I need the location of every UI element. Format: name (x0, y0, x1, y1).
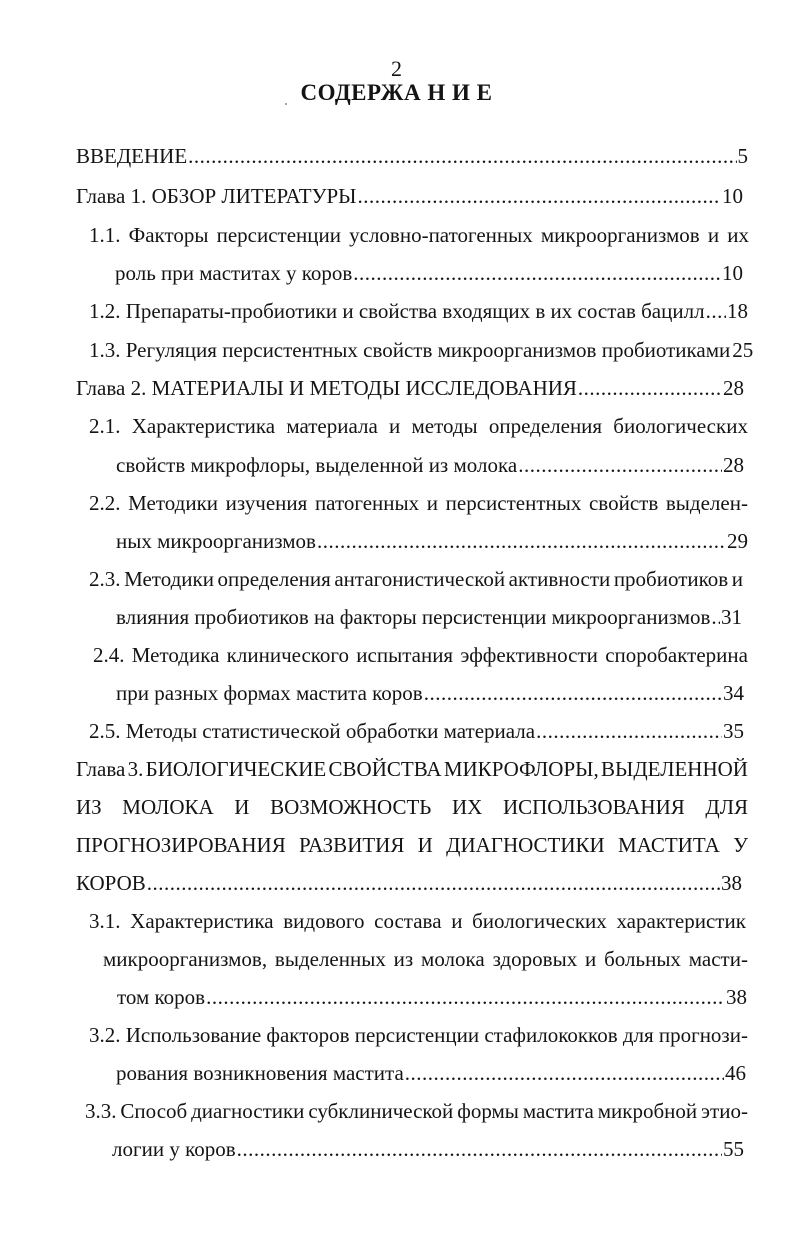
toc-word: материала (286, 414, 378, 438)
toc-word: СВОЙСТВА (328, 757, 442, 781)
toc-page-number: 29 (727, 529, 748, 553)
toc-label: 2.5. Методы статистической обработки материала (89, 719, 536, 743)
toc-word: патогенных (314, 491, 420, 515)
toc-word: молока (421, 947, 485, 971)
toc-word: Характеристика (131, 414, 276, 438)
toc-word: ВЫДЕЛЕННОЙ (601, 757, 748, 781)
toc-label: рования возникновения мастита (116, 1061, 404, 1085)
toc-word: РАЗВИТИЯ (299, 833, 405, 857)
toc-label: ВВЕДЕНИЕ (76, 144, 188, 168)
toc-page-number: 5 (737, 144, 748, 168)
toc-entry-1-1-line-1 (89, 225, 749, 246)
toc-entry-3-3-line-2 (112, 1139, 744, 1160)
toc-entry-2-2-line-2 (116, 531, 748, 552)
toc-word: видового (283, 909, 365, 933)
toc-word: методы (411, 414, 478, 438)
toc-word: ИХ (451, 795, 483, 819)
toc-word: БИОЛОГИЧЕСКИЕ (145, 757, 327, 781)
toc-word: пробиотиков (613, 567, 729, 591)
toc-page-number: 28 (723, 453, 744, 477)
toc-word: 1.1. (89, 223, 121, 247)
toc-label: роль при маститах у коров (115, 261, 353, 285)
toc-label: логии у коров (112, 1137, 236, 1161)
toc-label: том коров (117, 985, 206, 1009)
toc-entry-chapter-3-line-3 (76, 835, 748, 856)
toc-entry-2-3-line-1 (89, 569, 743, 590)
toc-word: условно-патогенных (349, 223, 533, 247)
toc-word: И (234, 795, 250, 819)
toc-word: 3.2. (89, 1023, 121, 1047)
toc-word: стафилококков (484, 1023, 618, 1047)
toc-word: У (733, 833, 748, 857)
toc-label: 1.2. Препараты-пробиотики и свойства входящих в их состав бацилл (89, 299, 705, 323)
toc-word: 3.3. (85, 1099, 117, 1123)
toc-word: 2.2. (89, 491, 121, 515)
toc-page-number: 38 (726, 985, 747, 1009)
toc-page-number: 25 (732, 338, 754, 362)
toc-word: споробактерина (605, 643, 748, 667)
toc-word: и (707, 223, 720, 247)
toc-entry-chapter-3-line-1 (76, 759, 748, 780)
toc-word: и (585, 947, 597, 971)
dot-leader (188, 146, 736, 167)
toc-label: КОРОВ (76, 871, 146, 895)
toc-word: 2.3. (89, 567, 121, 591)
dot-leader (536, 721, 722, 742)
toc-entry-2-4-line-1 (93, 645, 748, 666)
toc-entry-2-1-line-2 (116, 455, 744, 476)
toc-word: мастита (522, 1099, 594, 1123)
dot-leader (706, 301, 726, 322)
toc-label: 1.3. Регуляция персистентных свойств микроорганизмов пробиотиками (89, 338, 731, 362)
toc-word: формы (457, 1099, 519, 1123)
toc-word: ПРОГНОЗИРОВАНИЯ (76, 833, 286, 857)
toc-entry-3-1-line-3 (117, 987, 747, 1008)
dot-leader (405, 1063, 724, 1084)
toc-label: ных микроорганизмов (116, 529, 316, 553)
toc-word: ИЗ (76, 795, 102, 819)
toc-entry-2-1-line-1 (89, 416, 748, 437)
toc-entry-introduction (76, 146, 748, 167)
toc-word: ДЛЯ (705, 795, 748, 819)
dot-leader (578, 378, 722, 399)
toc-entry-chapter-2 (76, 378, 744, 399)
toc-entry-3-1-line-1 (89, 911, 746, 932)
toc-word: ДИАГНОСТИКИ (446, 833, 605, 857)
toc-word: изучения (225, 491, 308, 515)
toc-word: характеристик (616, 909, 746, 933)
toc-word: персистентных (445, 491, 582, 515)
toc-word: МИКРОФЛОРЫ, (443, 757, 599, 781)
toc-word: антагонистической (334, 567, 506, 591)
toc-page-number: 31 (721, 605, 742, 629)
dot-leader (424, 683, 722, 704)
toc-word: активности (508, 567, 611, 591)
toc-word: и (389, 414, 401, 438)
toc-word: испытания (356, 643, 454, 667)
toc-word: масти- (688, 947, 748, 971)
toc-entry-3-3-line-1 (85, 1101, 748, 1122)
toc-word: персистенции (354, 1023, 480, 1047)
toc-word: ИСПОЛЬЗОВАНИЯ (502, 795, 685, 819)
toc-word: больных (604, 947, 681, 971)
dot-leader (206, 987, 725, 1008)
dot-leader (711, 607, 720, 628)
toc-word: персистенции (216, 223, 341, 247)
toc-word: микроорганизмов (540, 223, 700, 247)
toc-entry-1-2 (89, 301, 748, 322)
toc-word: свойств (588, 491, 659, 515)
toc-word: ВОЗМОЖНОСТЬ (270, 795, 432, 819)
toc-entry-1-3 (89, 338, 754, 362)
toc-word: из (393, 947, 414, 971)
toc-word: диагностики (191, 1099, 305, 1123)
toc-word: Методики (124, 567, 214, 591)
dot-leader (357, 186, 721, 207)
toc-entry-chapter-1 (76, 186, 743, 207)
toc-page-number: 46 (725, 1061, 746, 1085)
toc-word: факторов (266, 1023, 350, 1047)
toc-word: 3. (127, 757, 144, 781)
toc-page-number: 18 (727, 299, 748, 323)
page-title: СОДЕРЖА Н И Е (300, 80, 493, 105)
toc-word: МОЛОКА (122, 795, 214, 819)
toc-word: МАСТИТА (618, 833, 720, 857)
toc-word: биологических (472, 909, 607, 933)
toc-word: Методики (128, 491, 219, 515)
toc-word: и (731, 567, 743, 591)
toc-entry-3-2-line-2 (116, 1063, 746, 1084)
toc-word: для (622, 1023, 654, 1047)
toc-word: Методика (131, 643, 220, 667)
toc-word: 2.4. (93, 643, 125, 667)
toc-word: здоровых (492, 947, 578, 971)
toc-page-number: 28 (723, 376, 744, 400)
dot-leader (237, 1139, 722, 1160)
toc-word: 3.1. (89, 909, 121, 933)
toc-page-number: 10 (722, 261, 743, 285)
toc-word: И (417, 833, 433, 857)
toc-word: Характеристика (130, 909, 274, 933)
toc-word: состава (374, 909, 442, 933)
toc-word: 2.1. (89, 414, 121, 438)
toc-word: субклинической (308, 1099, 454, 1123)
toc-word: эффективности (460, 643, 598, 667)
toc-word: микробной (597, 1099, 698, 1123)
toc-word: и (451, 909, 463, 933)
toc-word: Глава (76, 757, 126, 781)
page-number: 2 (391, 56, 402, 81)
toc-word: их (727, 223, 749, 247)
toc-word: микроорганизмов, (103, 947, 268, 971)
toc-label: Глава 1. ОБЗОР ЛИТЕРАТУРЫ (76, 184, 357, 208)
toc-word: биологических (613, 414, 748, 438)
toc-entry-2-4-line-2 (116, 683, 744, 704)
toc-entry-3-2-line-1 (89, 1025, 748, 1046)
dot-leader (317, 531, 726, 552)
toc-entry-2-5 (89, 721, 744, 742)
toc-entry-1-1-line-2 (115, 263, 743, 284)
toc-page-number: 10 (722, 184, 743, 208)
toc-word: выделен- (665, 491, 748, 515)
toc-entry-chapter-3-line-2 (76, 797, 748, 818)
toc-word: Способ (120, 1099, 188, 1123)
toc-word: клинического (226, 643, 350, 667)
dot-leader (353, 263, 721, 284)
toc-entry-2-2-line-1 (89, 493, 748, 514)
dot-leader (518, 455, 722, 476)
toc-label: Глава 2. МАТЕРИАЛЫ И МЕТОДЫ ИССЛЕДОВАНИЯ (76, 376, 577, 400)
toc-page-number: 38 (721, 871, 742, 895)
toc-word: и (426, 491, 438, 515)
toc-label: при разных формах мастита коров (116, 681, 423, 705)
toc-page-number: 34 (723, 681, 744, 705)
toc-word: определения (488, 414, 603, 438)
toc-page-number: 55 (723, 1137, 744, 1161)
toc-label: влияния пробиотиков на факторы персистенции микроорганизмов (116, 605, 711, 629)
toc-entry-chapter-3-line-4 (76, 873, 742, 894)
toc-word: Использование (125, 1023, 262, 1047)
toc-word: выделенных (274, 947, 386, 971)
toc-word: этио- (701, 1099, 748, 1123)
dot-leader (147, 873, 720, 894)
toc-entry-2-3-line-2 (116, 607, 742, 628)
toc-entry-3-1-line-2 (103, 949, 748, 970)
toc-word: определения (217, 567, 331, 591)
toc-page-number: 35 (723, 719, 744, 743)
toc-label: свойств микрофлоры, выделенной из молока (116, 453, 518, 477)
toc-word: прогнози- (658, 1023, 748, 1047)
toc-word: Факторы (128, 223, 209, 247)
